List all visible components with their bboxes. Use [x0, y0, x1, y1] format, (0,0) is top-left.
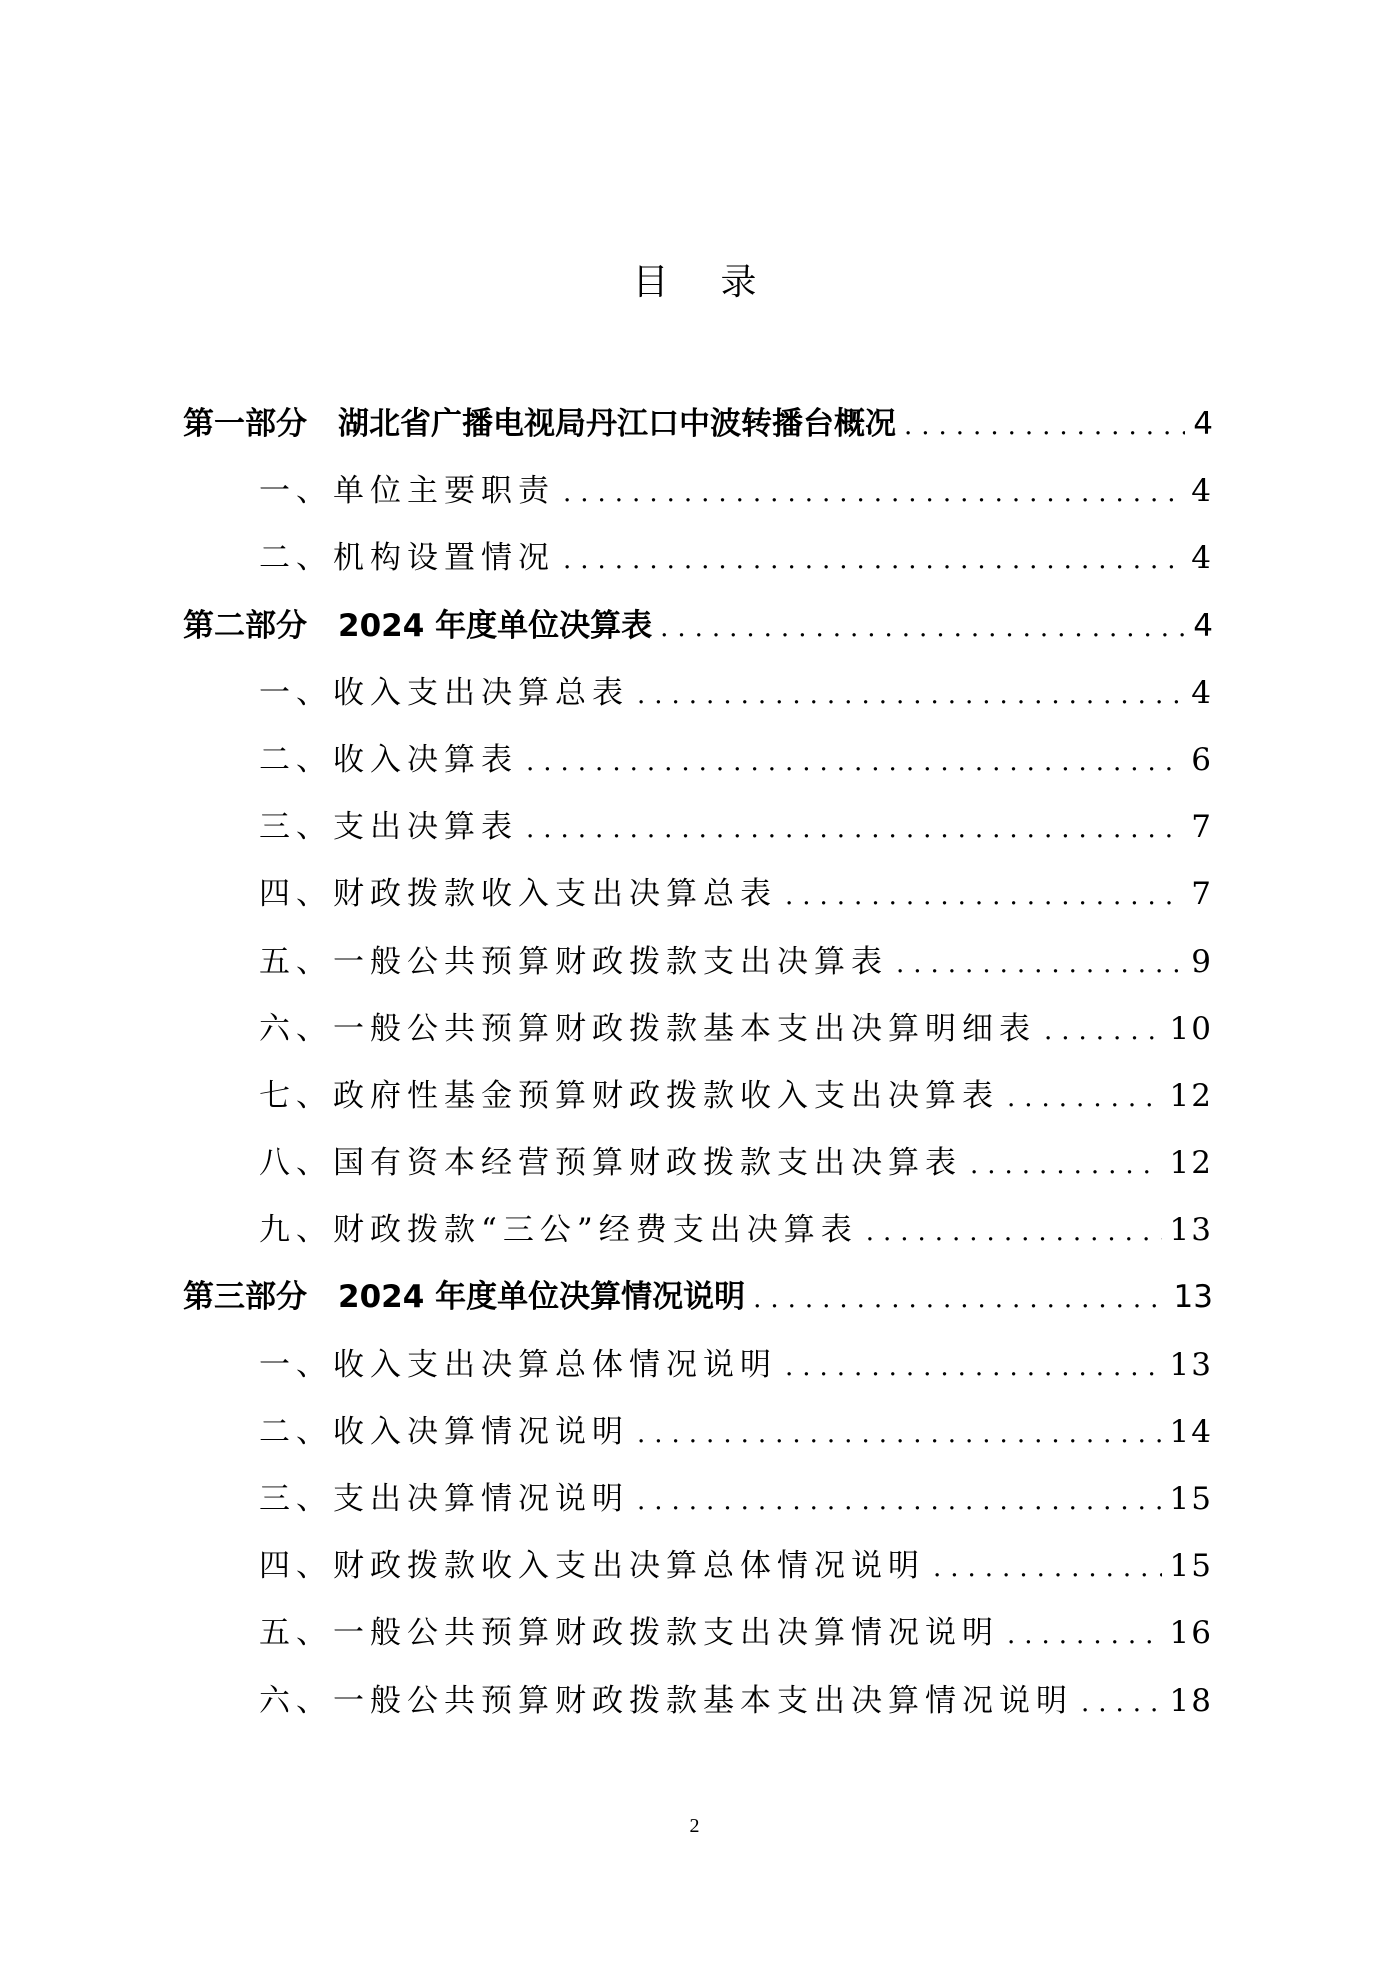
toc-entry[interactable]	[183, 1130, 1213, 1197]
toc-page-number: 6	[1191, 741, 1213, 778]
toc-entry-text: 五、一般公共预算财政拨款支出决算表	[259, 943, 888, 980]
toc-leader-dots	[896, 931, 1183, 998]
toc-leader-dots	[753, 1266, 1165, 1333]
toc-entry-text: 四、财政拨款收入支出决算总体情况说明	[259, 1548, 925, 1585]
toc-page-number: 16	[1169, 1615, 1213, 1652]
page-title: 目录	[632, 262, 809, 303]
toc-leader-dots	[933, 1535, 1162, 1602]
toc-entry[interactable]	[183, 391, 1213, 458]
toc-entry[interactable]	[183, 1600, 1213, 1667]
toc-entry[interactable]	[183, 1332, 1213, 1399]
toc-leader-dots	[637, 1401, 1162, 1468]
toc-page-number: 7	[1191, 809, 1213, 846]
toc-leader-dots	[563, 460, 1183, 527]
toc-leader-dots	[563, 527, 1183, 594]
toc-entry[interactable]	[183, 1063, 1213, 1130]
toc-page-number: 7	[1191, 876, 1213, 913]
toc-entry-text: 八、国有资本经营预算财政拨款支出决算表	[259, 1145, 962, 1182]
toc-leader-dots	[637, 1468, 1162, 1535]
toc-entry-text: 五、一般公共预算财政拨款支出决算情况说明	[259, 1615, 999, 1652]
toc-entry-text: 四、财政拨款收入支出决算总表	[259, 876, 777, 913]
toc-entry[interactable]	[183, 861, 1213, 928]
toc-entry-text: 第三部分 2024 年度单位决算情况说明	[183, 1279, 746, 1316]
toc-page-number: 13	[1173, 1279, 1213, 1316]
toc-leader-dots	[1044, 998, 1162, 1065]
toc-entry[interactable]	[183, 1197, 1213, 1264]
toc-leader-dots	[866, 1199, 1162, 1266]
toc-page-number: 9	[1191, 943, 1213, 980]
toc-page-number: 15	[1169, 1481, 1213, 1517]
toc-entry-text: 三、支出决算情况说明	[259, 1481, 629, 1517]
toc-entry[interactable]	[183, 794, 1213, 861]
toc-leader-dots	[785, 863, 1183, 930]
toc-page-number: 14	[1169, 1413, 1213, 1450]
toc-page-number: 4	[1191, 473, 1213, 510]
toc-leader-dots	[526, 796, 1183, 863]
toc-entry[interactable]	[183, 929, 1213, 996]
toc-page-number: 15	[1169, 1548, 1213, 1585]
toc-entry[interactable]	[183, 593, 1213, 660]
toc-entry-text: 三、支出决算表	[259, 809, 518, 846]
toc-entry[interactable]	[183, 1399, 1213, 1466]
toc-entry-text: 二、机构设置情况	[259, 540, 555, 577]
toc-entry-text: 一、收入支出决算总体情况说明	[259, 1346, 777, 1383]
toc-page-number: 13	[1169, 1346, 1213, 1383]
toc-entry[interactable]	[183, 1668, 1213, 1735]
toc-page-number: 4	[1191, 674, 1213, 711]
toc-entry-text: 六、一般公共预算财政拨款基本支出决算明细表	[259, 1010, 1036, 1047]
toc-leader-dots	[1007, 1065, 1162, 1132]
toc-entry[interactable]	[183, 458, 1213, 525]
toc-page-number: 12	[1169, 1077, 1213, 1114]
toc-page-number: 4	[1191, 540, 1213, 577]
toc-entry-text: 九、财政拨款“三公”经费支出决算表	[259, 1212, 858, 1249]
toc-entry[interactable]	[183, 525, 1213, 592]
toc-entry[interactable]	[183, 1264, 1213, 1331]
toc-entry[interactable]	[183, 660, 1213, 727]
toc-leader-dots	[1081, 1670, 1162, 1737]
table-of-contents	[183, 391, 1213, 1735]
page-number: 2	[689, 1815, 700, 1837]
toc-page-number: 4	[1193, 406, 1213, 442]
toc-leader-dots	[1007, 1602, 1162, 1669]
toc-entry-text: 六、一般公共预算财政拨款基本支出决算情况说明	[259, 1682, 1073, 1719]
toc-entry[interactable]	[183, 996, 1213, 1063]
toc-entry-text: 一、收入支出决算总表	[259, 674, 629, 711]
toc-leader-dots	[660, 595, 1185, 662]
toc-entry-text: 一、单位主要职责	[259, 473, 555, 510]
toc-leader-dots	[970, 1132, 1162, 1199]
toc-page-number: 18	[1169, 1682, 1213, 1719]
toc-leader-dots	[904, 393, 1185, 460]
toc-entry-text: 第一部分 湖北省广播电视局丹江口中波转播台概况	[183, 406, 896, 442]
toc-leader-dots	[637, 662, 1183, 729]
toc-entry-text: 二、收入决算表	[259, 741, 518, 778]
toc-page-number: 13	[1169, 1212, 1213, 1249]
toc-entry[interactable]	[183, 727, 1213, 794]
toc-page-number: 4	[1193, 607, 1213, 644]
toc-leader-dots	[785, 1334, 1162, 1401]
toc-entry[interactable]	[183, 1533, 1213, 1600]
toc-page-number: 12	[1169, 1145, 1213, 1182]
toc-entry-text: 第二部分 2024 年度单位决算表	[183, 607, 653, 644]
toc-entry-text: 七、政府性基金预算财政拨款收入支出决算表	[259, 1077, 999, 1114]
toc-entry[interactable]	[183, 1466, 1213, 1533]
toc-page-number: 10	[1169, 1010, 1213, 1047]
toc-entry-text: 二、收入决算情况说明	[259, 1413, 629, 1450]
toc-leader-dots	[526, 729, 1183, 796]
